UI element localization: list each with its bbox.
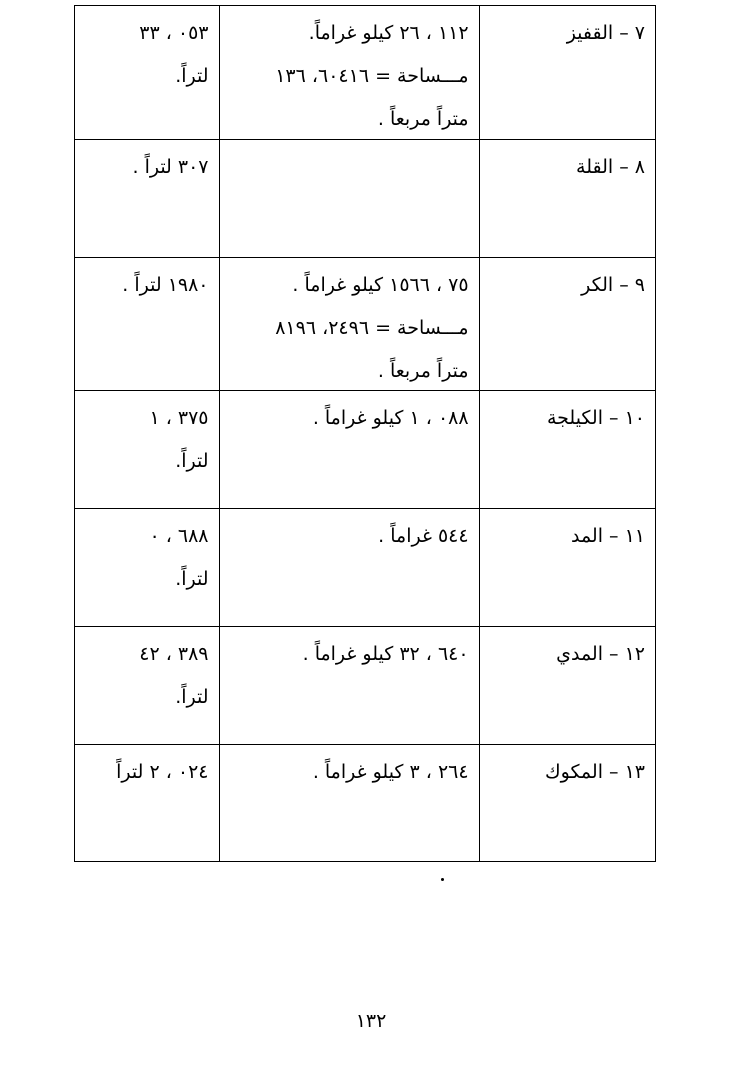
table-row	[75, 139, 655, 257]
unit-name-cell: ٩ – الكر	[581, 274, 645, 296]
weight-cell	[219, 258, 480, 390]
unit-name-cell: ١٣ – المكوك	[544, 761, 645, 783]
weight-line: مـــساحة = ٢٤٩٦، ٨١٩٦	[275, 317, 469, 339]
table-row	[75, 508, 655, 626]
weight-line: ٠٨٨ ، ١ كيلو غراماً .	[312, 407, 469, 429]
weight-line: ٥٤٤ غراماً .	[378, 525, 469, 547]
weight-line: ٢٦٤ ، ٣ كيلو غراماً .	[312, 761, 469, 783]
page-number: ١٣٢	[355, 1010, 387, 1032]
weight-line: متراً مربعاً .	[377, 108, 469, 130]
weight-line: متراً مربعاً .	[377, 360, 469, 382]
weight-cell	[219, 391, 480, 508]
volume-cell	[75, 258, 219, 390]
measures-table	[74, 5, 656, 862]
volume-line: لتراً.	[175, 65, 209, 87]
volume-line: ٣٨٩ ، ٤٢	[139, 643, 209, 665]
volume-line: لتراً.	[175, 686, 209, 708]
volume-line: ٠٢٤ ، ٢ لتراً	[116, 761, 209, 783]
volume-cell	[75, 6, 219, 139]
volume-line: ١٩٨٠ لتراً .	[122, 274, 209, 296]
volume-cell	[75, 627, 219, 744]
weight-line: ٧٥ ، ١٥٦٦ كيلو غراماً .	[292, 274, 469, 296]
table-row	[75, 257, 655, 390]
weight-line: مـــساحة = ٦٠٤١٦، ١٣٦	[275, 65, 469, 87]
unit-name-cell: ٨ – القلة	[576, 156, 645, 178]
volume-cell	[75, 140, 219, 257]
stray-dot	[441, 878, 444, 881]
weight-line: ٦٤٠ ، ٣٢ كيلو غراماً .	[302, 643, 469, 665]
table-row	[75, 626, 655, 744]
volume-line: لتراً.	[175, 450, 209, 472]
weight-cell	[219, 140, 480, 257]
unit-name-cell: ١١ – المد	[570, 525, 645, 547]
weight-cell	[219, 627, 480, 744]
weight-cell	[219, 509, 480, 626]
volume-cell	[75, 509, 219, 626]
unit-name-cell: ٧ – القفيز	[566, 22, 645, 44]
table-row	[75, 744, 655, 861]
volume-line: ٠٥٣ ، ٣٣	[139, 22, 209, 44]
unit-name-cell: ١٢ – المدي	[556, 643, 645, 665]
weight-cell	[219, 745, 480, 861]
table-row	[75, 390, 655, 508]
table-row	[75, 6, 655, 139]
volume-line: ٦٨٨ ، ٠	[149, 525, 209, 547]
volume-cell	[75, 745, 219, 861]
weight-cell	[219, 6, 480, 139]
weight-line: ١١٢ ، ٢٦ كيلو غراماً.	[308, 22, 469, 44]
volume-line: لتراً.	[175, 568, 209, 590]
volume-line: ٣٠٧ لتراً .	[132, 156, 209, 178]
volume-cell	[75, 391, 219, 508]
unit-name-cell: ١٠ – الكيلجة	[546, 407, 645, 429]
volume-line: ٣٧٥ ، ١	[149, 407, 209, 429]
